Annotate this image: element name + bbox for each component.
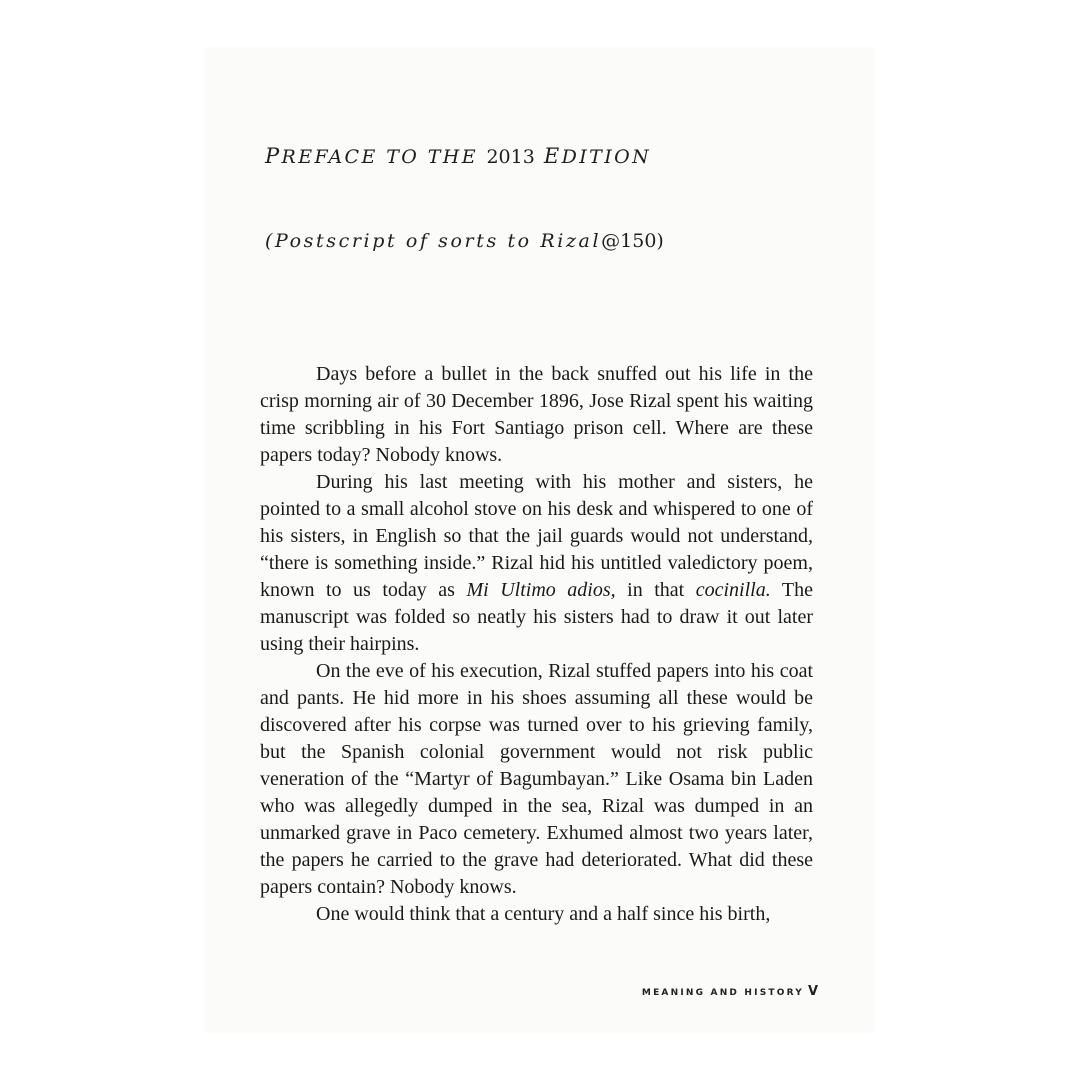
chapter-subtitle — [265, 230, 664, 252]
title-initial: E — [534, 144, 562, 168]
paragraph-text: During his last meeting with his mother and sisters, he pointed to a small alcohol stove on his desk and whispered to one of his sisters, in English so that the jail guards would not understand, “there is something inside.” Rizal hid his untitled valedictory poem, known to us today as — [260, 471, 813, 601]
title-part: REFACE TO THE — [281, 146, 487, 168]
paragraph — [260, 469, 813, 658]
body-text — [260, 361, 813, 928]
title-initial: P — [265, 144, 282, 168]
page-number: V — [807, 984, 818, 999]
subtitle-main: (Postscript of sorts to Rizal — [265, 230, 602, 252]
paragraph: On the eve of his execution, Rizal stuffed papers into his coat and pants. He hid more in his shoes assuming all these would be discovered after his corpse was turned over to his grieving family, but the Spanish colonial government would not risk public veneration of the “Martyr of Bagumbayan.” Like Osama bin Laden who was allegedly dumped in the sea, Rizal was dumped in an unmarked grave in Paco cemetery. Exhumed almost two years later, the papers he carried to the grave had deteriorated. What did these papers contain? Nobody knows. — [260, 660, 813, 898]
paragraph: One would think that a century and a half since his birth, — [316, 903, 771, 925]
paragraph-text: The manuscript was folded so neatly his sisters had to draw it out later using their hairpins. — [260, 579, 813, 655]
title-year: 2013 — [486, 146, 535, 168]
poem-title: Mi Ultimo adios, — [466, 579, 616, 601]
running-head: MEANING AND HISTORY — [641, 988, 804, 998]
subtitle-tail: @150) — [601, 230, 664, 252]
title-part: DITION — [561, 146, 652, 168]
page-footer — [642, 984, 818, 999]
foreign-term: cocinilla. — [695, 579, 771, 601]
paragraph-text: in that — [615, 579, 696, 601]
paragraph: Days before a bullet in the back snuffed out his life in the crisp morning air of 30 December 1896, Jose Rizal spent his waiting time scribbling in his Fort Santiago prison cell. Where are these papers today? Nobody knows. — [260, 363, 813, 466]
chapter-title — [265, 144, 651, 168]
